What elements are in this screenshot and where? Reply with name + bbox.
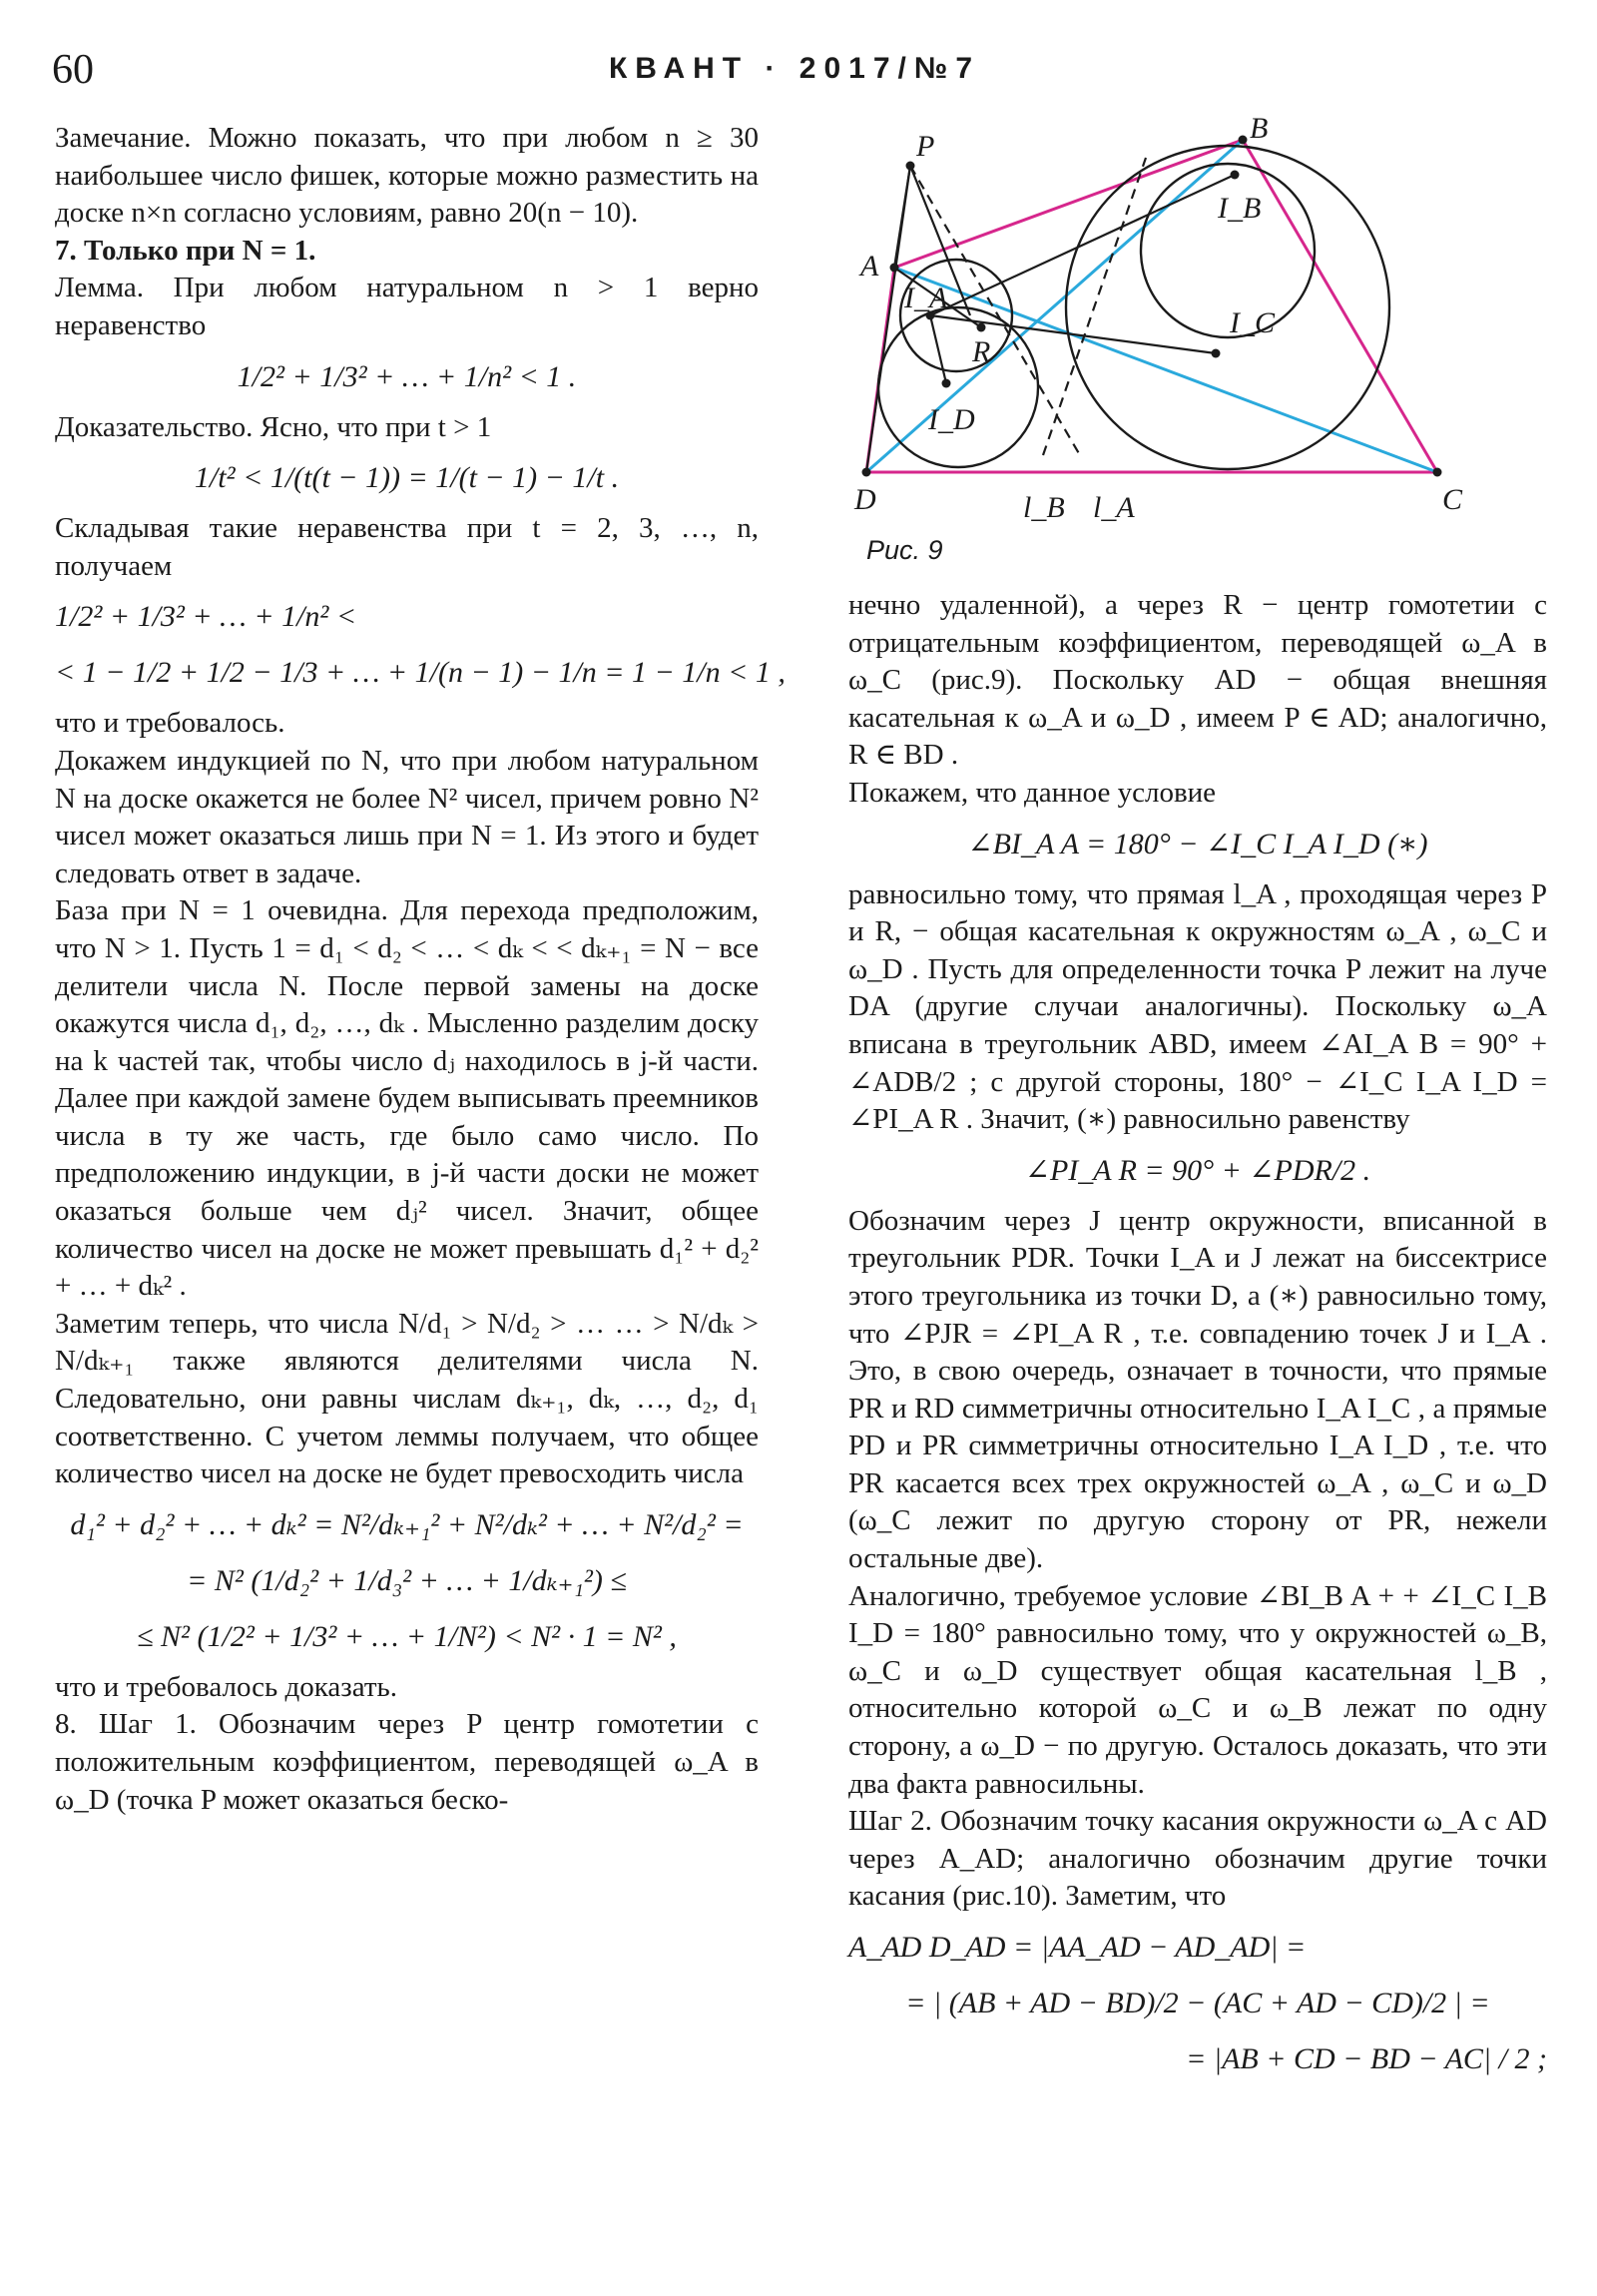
label-lb: l_B [1023,491,1065,524]
line-lb [1043,158,1146,455]
point-ic [1212,349,1221,358]
condition-star: ∠BI_A A = 180° − ∠I_C I_A I_D (∗) [967,827,1428,861]
journal-title: КВАНТ · 2017/№7 [609,52,980,85]
label-r: R [972,335,991,368]
remark-paragraph: Замечание. Можно показать, что при любом n ≥ 30 наибольшее число фишек, которые можно разместить на доске n×n согласно условиям, равно 20(n − 10). [55,122,759,230]
sum-formula-line1: 1/2² + 1/3² + … + 1/n² < [55,600,357,634]
point-r [977,323,986,332]
tangent-formula-1: A_AD D_AD = |AA_AD − AD_AD| = [848,1931,1307,1964]
incircle-paragraph: Обозначим через J центр окружности, вписанной в треугольник PDR. Точки I_A и J лежат на биссектрисе этого треугольника из точки D, а (∗) равносильно тому, что ∠PJR = ∠PI_A R , т.е. совпадению точек J и I_A . Это, в свою очередь, означает в точности, что прямые PR и RD симметричны относительно I_A I_C , а прямые PD и PR симметричны относительно I_A I_D , т.е. что PR касается всех трех окружностей ω_A , ω_C и ω_D (ω_C лежит по другую сторону от PR, нежели остальные две). [848,1204,1547,1575]
equivalence-paragraph: равносильно тому, что прямая l_A , проходящая через P и R, − общая касательная к окружностям ω_A , ω_C и ω_D . Пусть для определенности точка P лежит на луче DA (другие случаи аналогичны). Поскольку ω_A вписана в треугольник ABD, имеем ∠AI_A B = 90° + ∠ADB/2 ; с другой стороны, 180° − ∠I_C I_A I_D = ∠PI_A R . Значит, (∗) равносильно равенству [848,877,1547,1136]
circle-omega-d [878,307,1038,467]
summing-paragraph: Складывая такие неравенства при t = 2, 3, …, n, получаем [55,512,759,582]
label-p: P [916,130,935,163]
point-a [890,264,899,273]
figure-9 [848,118,1547,597]
page-number: 60 [52,47,94,93]
answer-7: 7. Только при N = 1. [55,234,316,267]
label-ib: I_B [1218,192,1262,225]
line-ia-id [930,315,946,383]
qed-2: что и требовалось доказать. [55,1670,398,1703]
point-d [862,468,871,477]
label-ia: I_A [904,282,948,314]
chain-formula-1: d₁² + d₂² + … + dₖ² = N²/dₖ₊₁² + N²/dₖ² + … + N²/d₂² = [70,1507,744,1541]
sum-formula-line2: < 1 − 1/2 + 1/2 − 1/3 + … + 1/(n − 1) − 1/n = 1 − 1/n < 1 , [55,656,786,690]
point-p [906,162,915,171]
step-2-paragraph: Шаг 2. Обозначим точку касания окружности ω_A с AD через A_AD; аналогично обозначим другие точки касания (рис.10). Заметим, что [848,1805,1547,1913]
line-ia-ib [930,175,1235,315]
point-id [942,379,951,388]
figure-caption: Рис. 9 [866,535,943,565]
chain-formula-3: ≤ N² (1/2² + 1/3² + … + 1/N²) < N² · 1 = N² , [137,1619,677,1653]
right-column [848,587,1547,2091]
page-header [0,38,1597,98]
problem-8-step-1: 8. Шаг 1. Обозначим через P центр гомотетии с положительным коэффициентом, переводящей ω_A в ω_D (точка P может оказаться беско- [55,1708,759,1816]
lemma-statement: Лемма. При любом натуральном n > 1 верно неравенство [55,272,759,341]
lemma-formula: 1/2² + 1/3² + … + 1/n² < 1 . [237,359,577,393]
divisors-paragraph: Заметим теперь, что числа N/d₁ > N/d₂ > … … > N/dₖ > N/dₖ₊₁ также являются делителями числа N. Следовательно, они равны числам dₖ₊₁, dₖ, …, d₂, d₁ соответственно. С учетом леммы получаем, что общее количество чисел на доске не будет превосходить числа [55,1307,759,1490]
proof-intro: Доказательство. Ясно, что при t > 1 [55,410,492,443]
circle-omega-b [1141,164,1315,337]
induction-paragraph: Докажем индукцией по N, что при любом натуральном N на доске окажется не более N² чисел, причем ровно N² чисел может оказаться лишь при N = 1. Из этого и будет следовать ответ в задаче. [55,744,759,889]
analogous-paragraph: Аналогично, требуемое условие ∠BI_B A + + ∠I_C I_B I_D = 180° равносильно тому, что у окружностей ω_B, ω_C и ω_D существует общая касательная l_B , относительно которой ω_C и ω_B лежат по одну сторону, а ω_D − по другую. Осталось доказать, что эти два факта равносильны. [848,1579,1547,1800]
angle-equality: ∠PI_A R = 90° + ∠PDR/2 . [1024,1153,1371,1187]
label-b: B [1250,118,1269,145]
proof-inequality: 1/t² < 1/(t(t − 1)) = 1/(t − 1) − 1/t . [194,461,620,495]
left-column [55,120,786,1819]
point-ib [1231,171,1240,180]
point-c [1433,468,1442,477]
label-c: C [1442,483,1463,516]
label-a: A [860,250,879,283]
point-b [1239,136,1248,145]
label-ic: I_C [1230,306,1275,339]
side-ab [894,140,1243,268]
show-condition: Покажем, что данное условие [848,776,1217,809]
continuation-paragraph: нечно удаленной), а через R − центр гомотетии с отрицательным коэффициентом, переводящей ω_A в ω_C (рис.9). Поскольку AD − общая внешняя касательная к ω_A и ω_D , имеем P ∈ AD; аналогично, R ∈ BD . [848,589,1547,772]
base-paragraph: База при N = 1 очевидна. Для перехода предположим, что N > 1. Пусть 1 = d₁ < d₂ < … < dₖ < < dₖ₊₁ = N − все делители числа N. После первой замены на доске окажутся числа d₁, d₂, …, dₖ . Мысленно разделим доску на k частей так, чтобы число dⱼ находилось в j-й части. Далее при каждой замене будем выписывать преемников числа в ту же часть, где было само число. По предположению индукции, в j-й части доски не может оказаться больше чем dⱼ² чисел. Значит, общее количество чисел на доске не может превышать d₁² + d₂² + … + dₖ² . [55,894,759,1303]
label-id: I_D [928,403,975,436]
label-la: l_A [1093,491,1135,524]
tangent-formula-2: = | (AB + AD − BD)/2 − (AC + AD − CD)/2 | = [905,1987,1490,2019]
qed-1: что и требовалось. [55,707,285,740]
diagonal-ac [894,268,1437,472]
chain-formula-2: = N² (1/d₂² + 1/d₃² + … + 1/dₖ₊₁²) ≤ [187,1563,627,1597]
tangent-formula-3: = |AB + CD − BD − AC| / 2 ; [1186,2042,1547,2075]
label-d: D [854,483,876,516]
